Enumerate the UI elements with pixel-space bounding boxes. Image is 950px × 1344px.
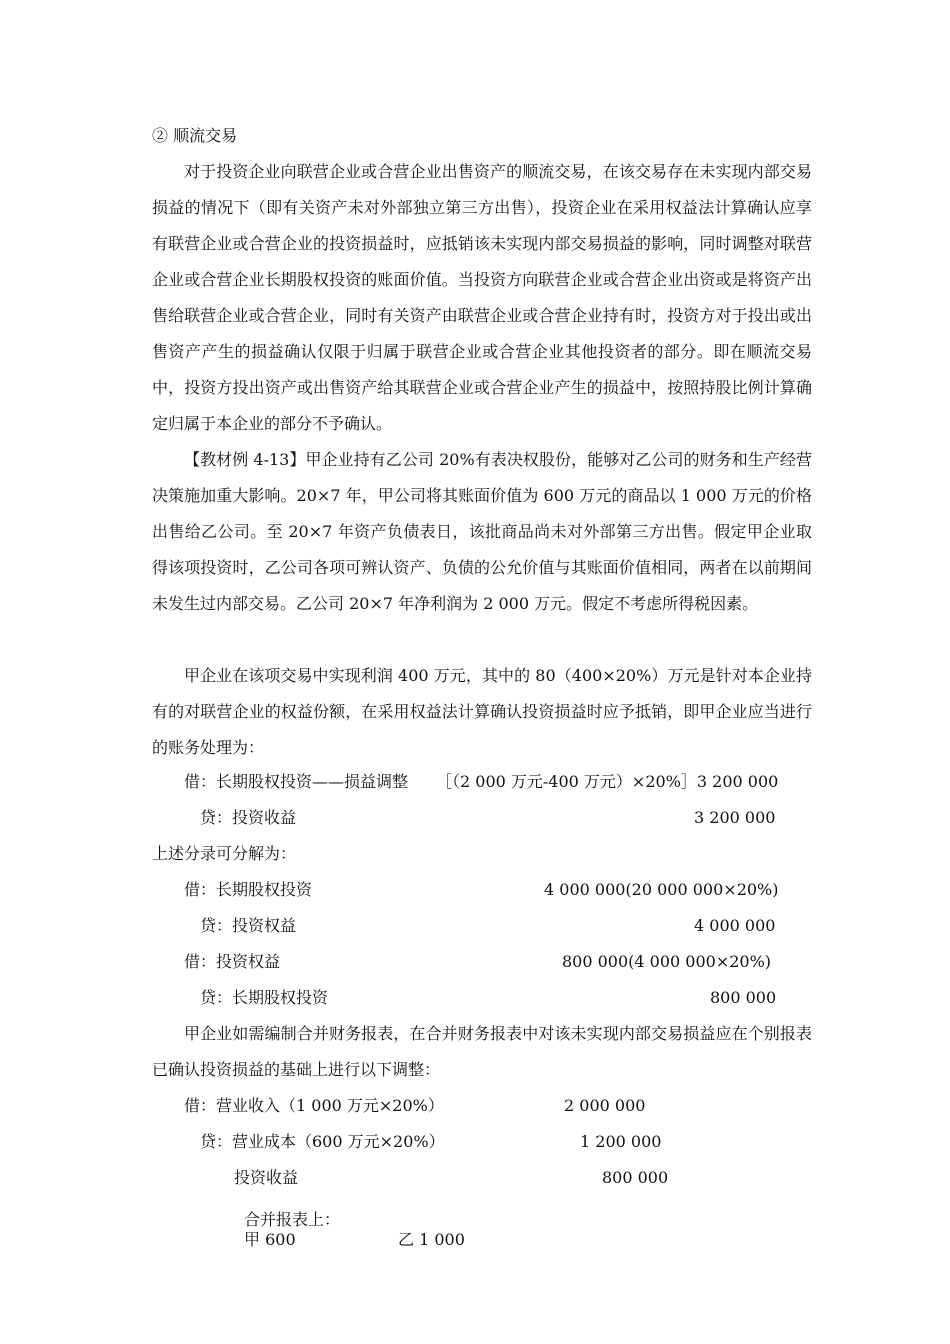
journal-credit-line: 投资收益 bbox=[234, 1168, 299, 1187]
paragraph-downstream-definition: 对于投资企业向联营企业或合营企业出售资产的顺流交易，在该交易存在未实现内部交易损益的情况下（即有关资产未对外部独立第三方出售），投资企业在采用权益法计算确认应享有联营企业或合营企业的投资损益时，应抵销该未实现内部交易损益的影响，同时调整对联营企业或合营企业长期股权投资的账面价值。当投资方向联营企业或合营企业出资或是将资产出售给联营企业或合营企业，同时有关资产由联营企业或合营企业持有时，投资方对于投出或出售资产产生的损益确认仅限于归属于联营企业或合营企业其他投资者的部分。即在顺流交易中，投资方投出资产或出售资产给其联营企业或合营企业产生的损益中，按照持股比例计算确定归属于本企业的部分不予确认。 bbox=[152, 162, 812, 433]
journal-credit-line: 贷：营业成本（600 万元×20%） bbox=[200, 1132, 445, 1151]
decomposition-intro: 上述分录可分解为： bbox=[152, 844, 297, 863]
consolidated-note-right: 乙 1 000 bbox=[398, 1230, 465, 1249]
paragraph-example-analysis: 甲企业在该项交易中实现利润 400 万元，其中的 80（400×20%）万元是针对本企业持有的对联营企业的权益份额，在采用权益法计算确认投资损益时应予抵销，即甲企业应当进行的账务处理为： bbox=[152, 666, 812, 757]
journal-credit-amount: 1 200 000 bbox=[580, 1132, 662, 1151]
journal-credit-line: 贷：投资收益 bbox=[200, 808, 297, 827]
journal-debit-line: 借：长期股权投资——损益调整 bbox=[184, 772, 409, 791]
section-heading: ② 顺流交易 bbox=[152, 126, 238, 145]
journal-credit-line: 贷：长期股权投资 bbox=[200, 988, 329, 1007]
journal-debit-amount: 4 000 000(20 000 000×20%) bbox=[544, 880, 779, 899]
journal-credit-amount: 800 000 bbox=[602, 1168, 669, 1187]
journal-debit-amount: 800 000(4 000 000×20%) bbox=[562, 952, 772, 971]
journal-credit-amount: 3 200 000 bbox=[694, 808, 776, 827]
journal-debit-amount: 2 000 000 bbox=[564, 1096, 646, 1115]
journal-debit-line: 借：长期股权投资 bbox=[184, 880, 313, 899]
journal-credit-amount: 4 000 000 bbox=[694, 916, 776, 935]
journal-debit-line: 借：投资权益 bbox=[184, 952, 281, 971]
journal-debit-calculation: ［（2 000 万元-400 万元）×20%］3 200 000 bbox=[436, 772, 779, 791]
paragraph-consolidation: 甲企业如需编制合并财务报表，在合并财务报表中对该未实现内部交易损益应在个别报表已确认投资损益的基础上进行以下调整： bbox=[152, 1024, 812, 1079]
journal-credit-line: 贷：投资权益 bbox=[200, 916, 297, 935]
journal-debit-line: 借：营业收入（1 000 万元×20%） bbox=[184, 1096, 444, 1115]
consolidated-note-title: 合并报表上： bbox=[244, 1210, 341, 1229]
journal-credit-amount: 800 000 bbox=[710, 988, 777, 1007]
paragraph-example-4-13: 【教材例 4-13】甲企业持有乙公司 20%有表决权股份，能够对乙公司的财务和生产经营决策施加重大影响。20×7 年，甲公司将其账面价值为 600 万元的商品以 1 000 万元的价格出售给乙公司。至 20×7 年资产负债表日，该批商品尚未对外部第三方出售。假定甲企业取得该项投资时，乙公司各项可辨认资产、负债的公允价值与其账面价值相同，两者在以前期间未发生过内部交易。乙公司 20×7 年净利润为 2 000 万元。假定不考虑所得税因素。 bbox=[152, 450, 812, 613]
consolidated-note-left: 甲 600 bbox=[244, 1230, 296, 1249]
